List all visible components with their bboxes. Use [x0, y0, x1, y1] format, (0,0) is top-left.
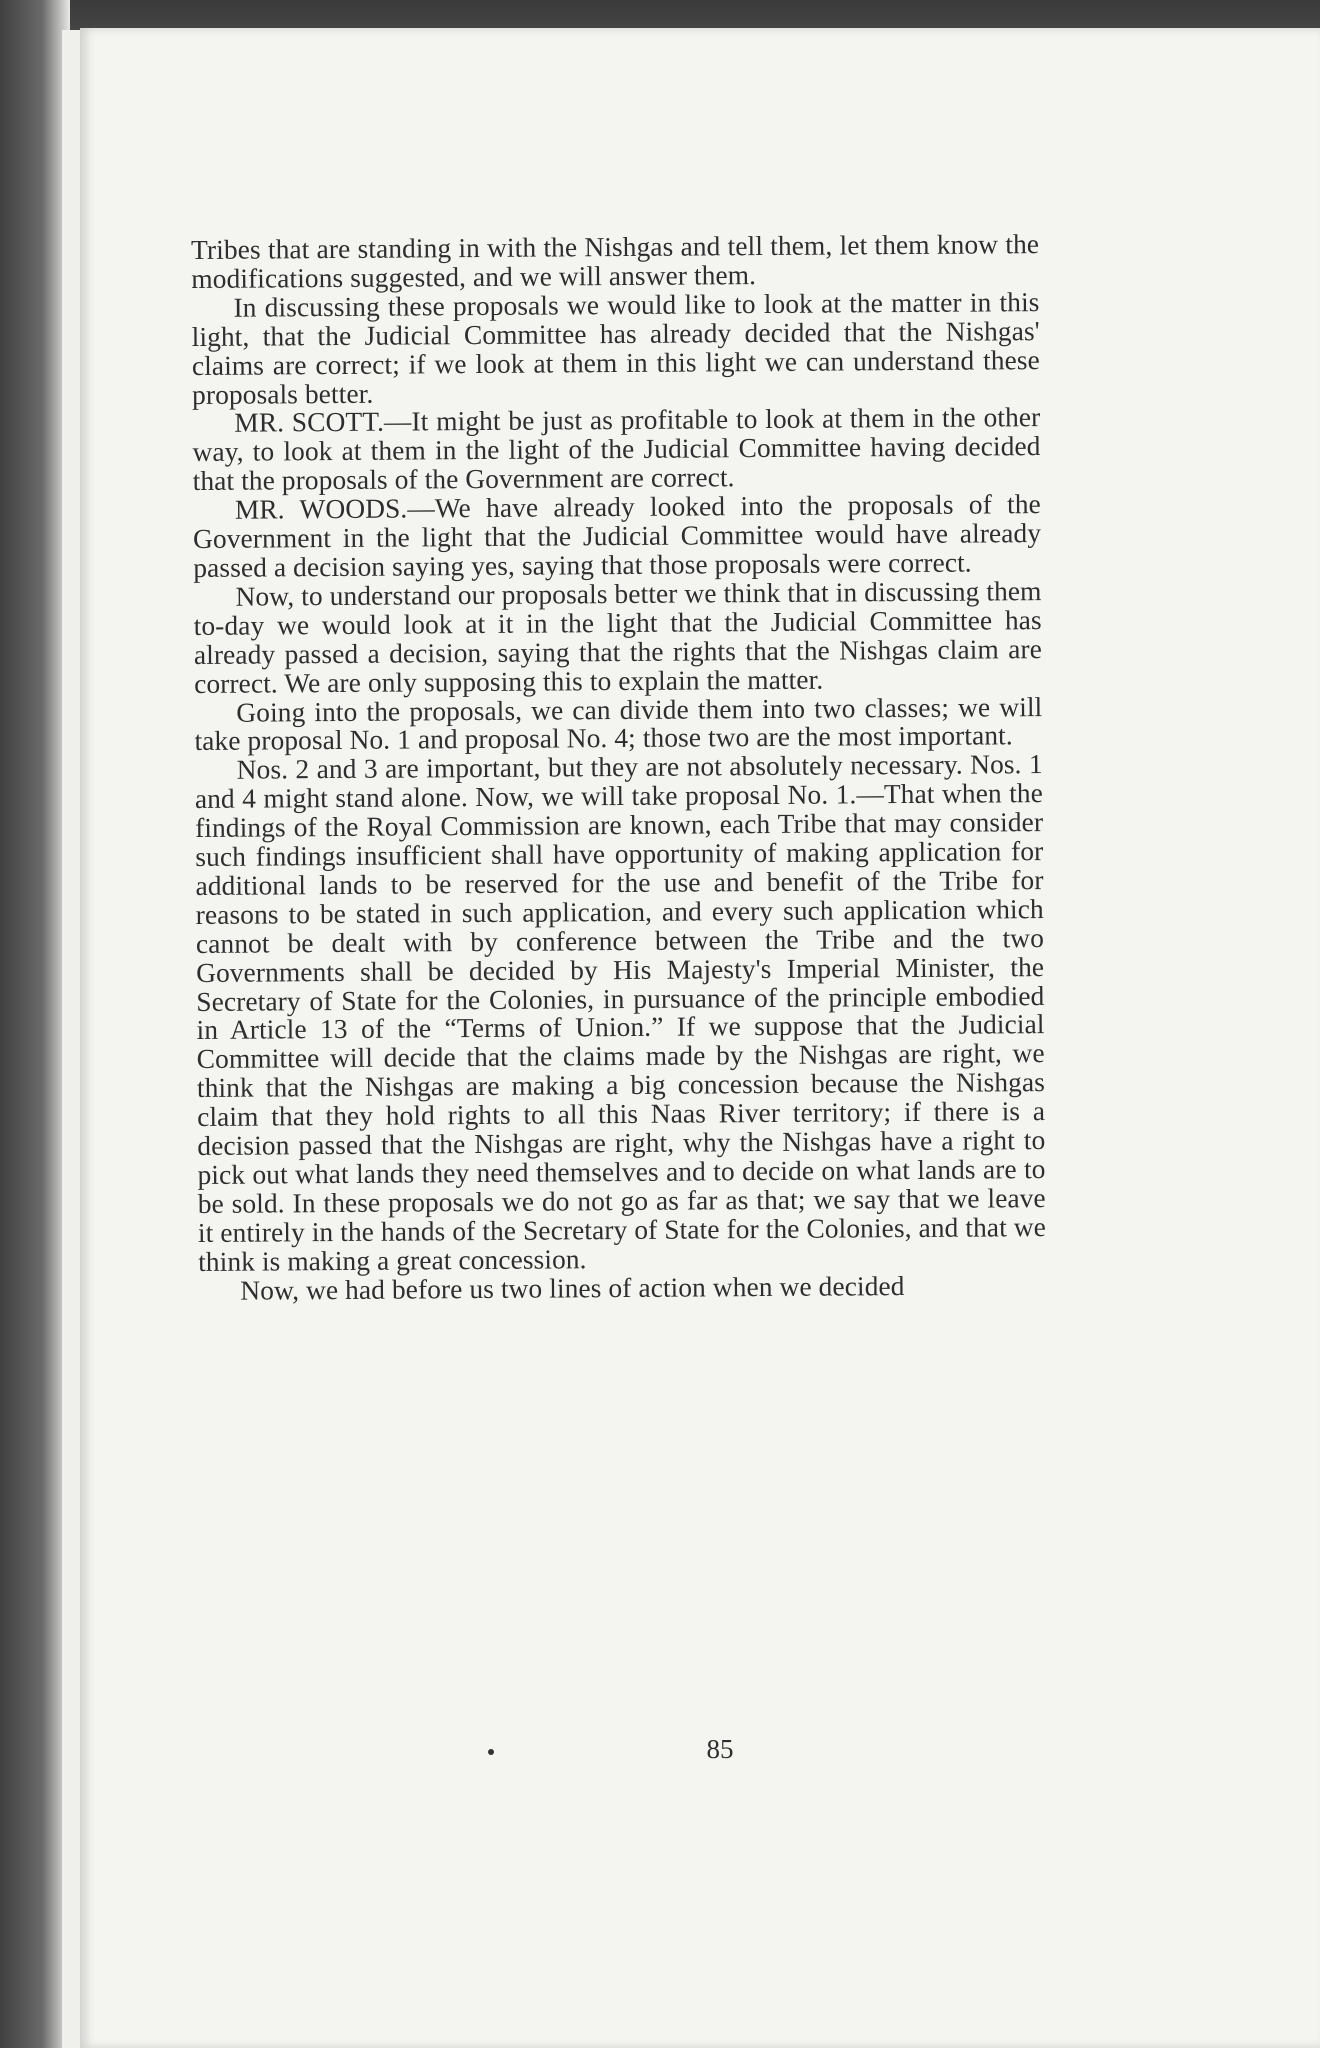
paragraph: Going into the proposals, we can divide them into two classes; we will take proposal No. 1 and proposal No. 4; those two are the most important. [194, 691, 1043, 757]
paragraph: In discussing these proposals we would like to look at the matter in this light, that the Judicial Committee has already decided that the Nishgas' claims are correct; if we look at them in this light we can understand these proposals better. [191, 286, 1040, 410]
paragraph: MR. SCOTT.—It might be just as profitable to look at them in the other way, to look at them in the light of the Judicial Committee having decided that the proposals of the Government are correct. [192, 402, 1041, 497]
paragraph: Now, we had before us two lines of action when we decided [240, 1270, 905, 1306]
page-body-text [191, 230, 1046, 1305]
paragraph: Now, to understand our proposals better we think that in discussing them to-day we would look at it in the light that the Judicial Committee has already passed a decision, saying that the rights that the Nishgas claim are correct. We are only supposing this to explain the matter. [193, 575, 1043, 699]
paragraph: Tribes that are standing in with the Nishgas and tell them, let them know the modifications suggested, and we will answer them. [190, 229, 1040, 294]
page-number: 85 [706, 1734, 734, 1764]
paragraph: MR. WOODS.—We have already looked into the proposals of the Government in the light that the Judicial Committee would have already passed a decision saying yes, saying that those proposals were correct. [193, 489, 1042, 583]
paragraph: Nos. 2 and 3 are important, but they are not absolutely necessary. Nos. 1 and 4 might stand alone. Now, we will take proposal No. 1.—That when the findings of the Royal Commission are known, each Tribe that may consider such findings insufficient shall have opportunity of making application for additional lands to be reserved for the use and benefit of the Tribe for reasons to be stated in such application, and every such application which cannot be dealt with by conference between the Tribe and the two Governments shall be decided by His Majesty's Imperial Minister, the Secretary of State for the Colonies, in pursuance of the principle embodied in Article 13 of the “Terms of Union.” If we suppose that the Judicial Committee will decide that the claims made by the Nishgas are right, we think that the Nishgas are making a big concession because the Nishgas claim that they hold rights to all this Naas River territory; if there is a decision passed that the Nishgas are right, why the Nishgas have a right to pick out what lands they need themselves and to decide on what lands are to be sold. In these proposals we do not go as far as that; we say that we leave it entirely in the hands of the Secretary of State for the Colonies, and that we think is making a great concession. [194, 749, 1047, 1277]
